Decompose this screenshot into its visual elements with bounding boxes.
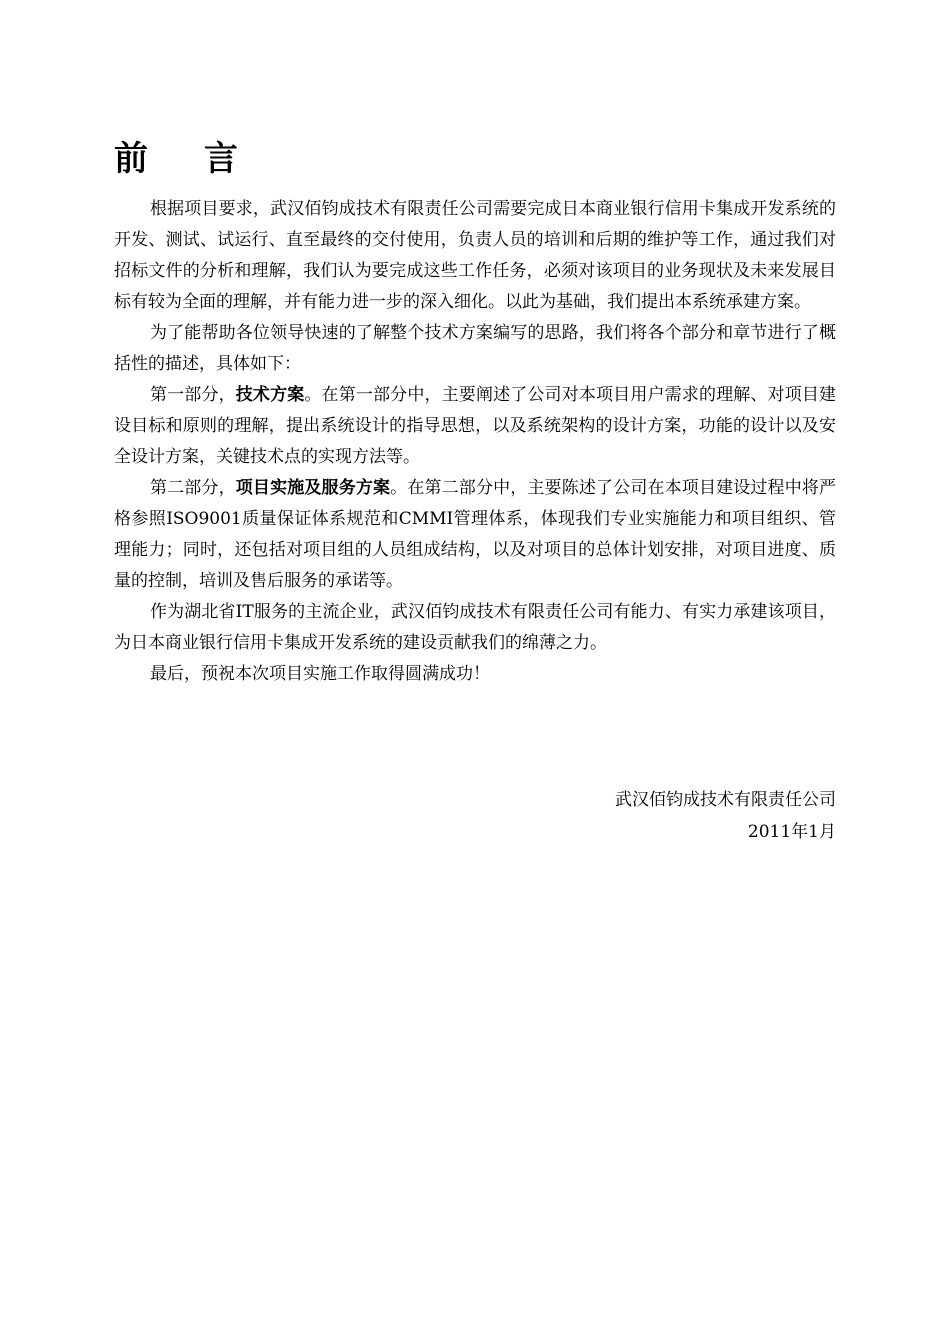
signature-date: 2011年1月 [747, 822, 836, 842]
part-one-heading: 技术方案 [235, 385, 305, 405]
paragraph-part-one [114, 380, 836, 473]
part-two-description: 。在第二部分中，主要陈述了公司在本项目建设过程中将严格参照ISO9001质量保证体系规范和CMMI管理体系，体现我们专业实施能力和项目组织、管理能力；同时，还包括对项目组的人员组成结构，以及对项目的总体计划安排，对项目进度、质量的控制，培训及售后服务的承诺等。 [114, 478, 837, 591]
part-one-prefix: 第一部分， [150, 385, 236, 405]
paragraph-overview: 为了能帮助各位领导快速的了解整个技术方案编写的思路，我们将各个部分和章节进行了概括性的描述，具体如下： [114, 323, 836, 374]
part-one-description: 。在第一部分中，主要阐述了公司对本项目用户需求的理解、对项目建设目标和原则的理解，提出系统设计的指导思想，以及系统架构的设计方案，功能的设计以及安全设计方案，关键技术点的实现方法等。 [114, 385, 837, 467]
signature-block [615, 784, 836, 848]
part-two-heading: 项目实施及服务方案 [235, 478, 391, 498]
document-body [114, 194, 836, 690]
paragraph-closing: 最后，预祝本次项目实施工作取得圆满成功！ [150, 664, 490, 684]
paragraph-company: 作为湖北省IT服务的主流企业，武汉佰钧成技术有限责任公司有能力、有实力承建该项目，为日本商业银行信用卡集成开发系统的建设贡献我们的绵薄之力。 [114, 602, 836, 653]
paragraph-intro: 根据项目要求，武汉佰钧成技术有限责任公司需要完成日本商业银行信用卡集成开发系统的开发、测试、试运行、直至最终的交付使用，负责人员的培训和后期的维护等工作，通过我们对招标文件的分析和理解，我们认为要完成这些工作任务，必须对该项目的业务现状及未来发展目标有较为全面的理解，并有能力进一步的深入细化。以此为基础，我们提出本系统承建方案。 [114, 199, 836, 312]
part-two-prefix: 第二部分， [150, 478, 236, 498]
signature-company: 武汉佰钧成技术有限责任公司 [615, 790, 836, 810]
paragraph-part-two [114, 473, 836, 597]
page-title: 前 言 [114, 139, 260, 179]
